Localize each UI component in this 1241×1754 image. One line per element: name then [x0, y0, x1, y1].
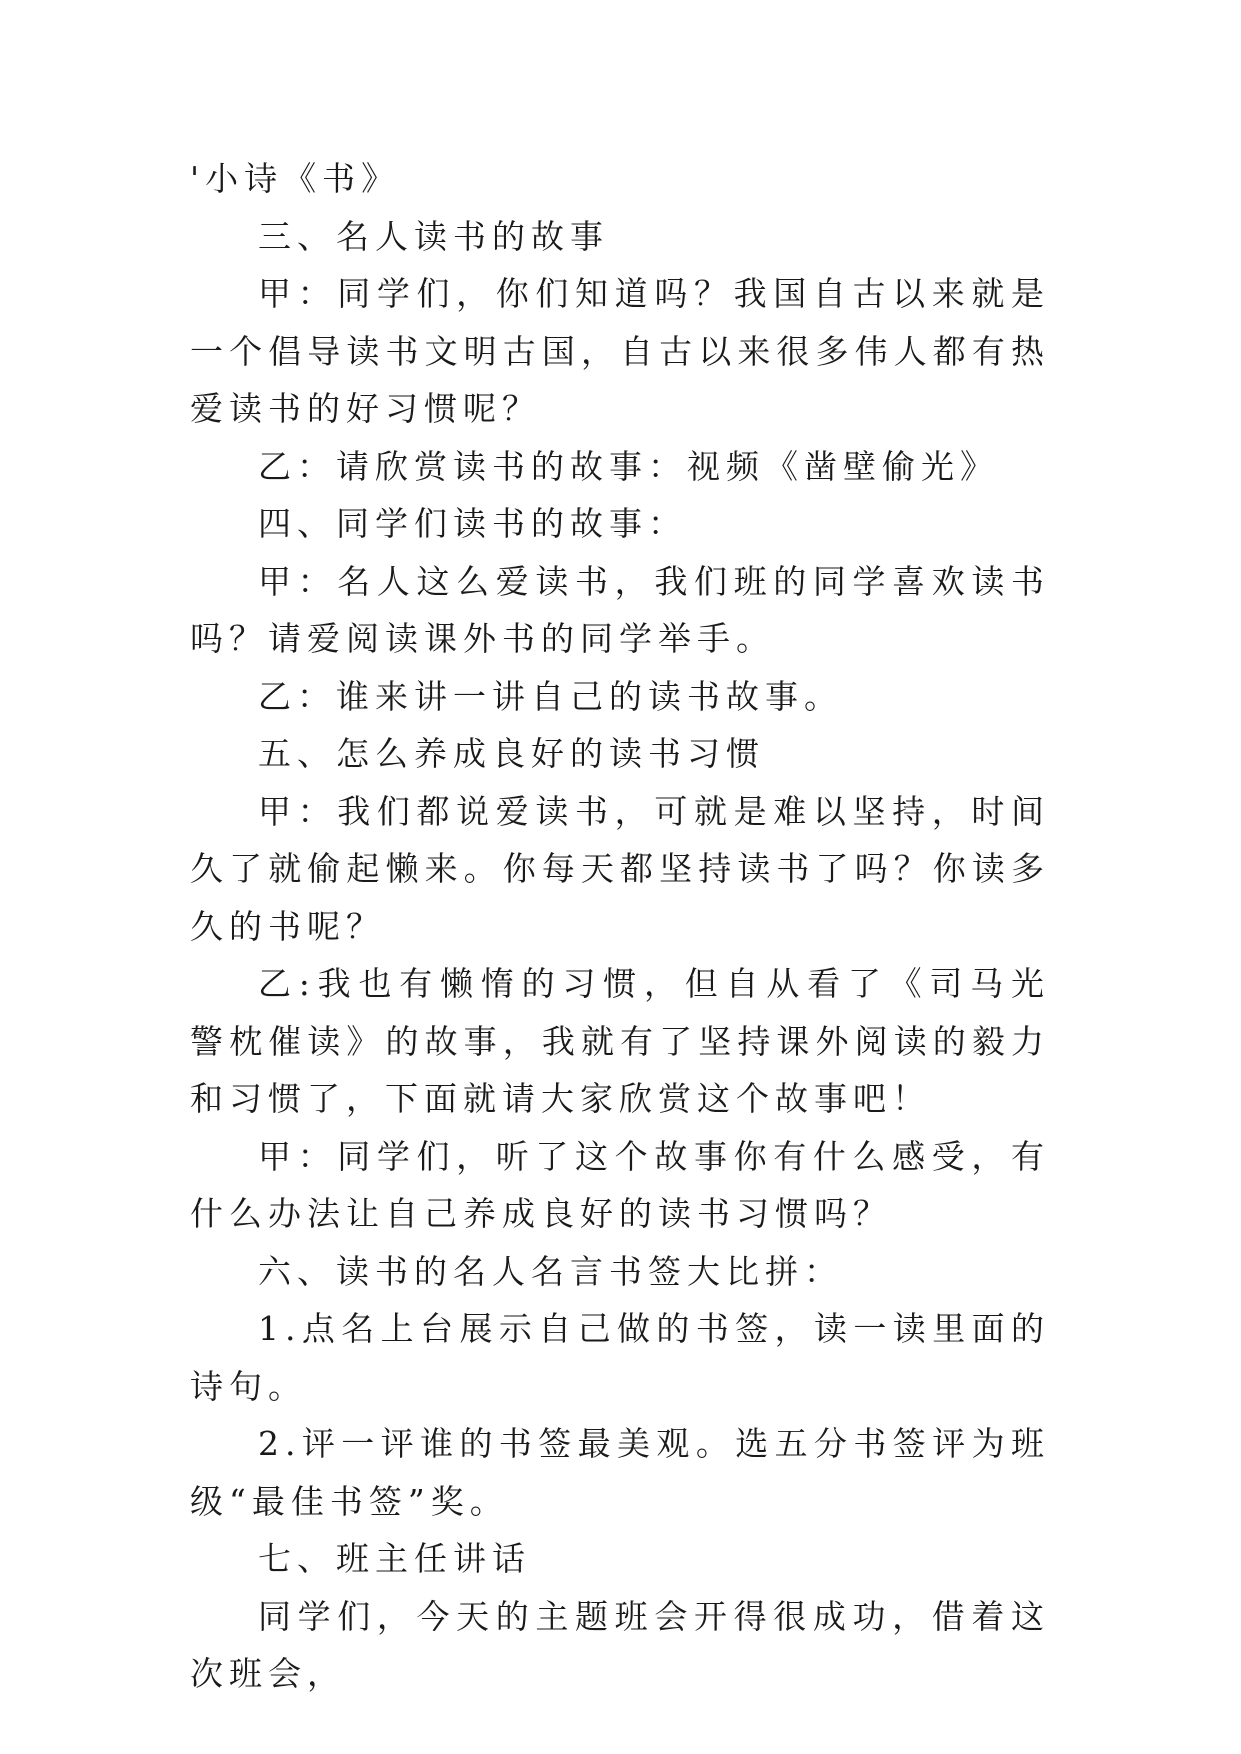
paragraph-jia-2: 甲：名人这么爱读书，我们班的同学喜欢读书吗？请爱阅读课外书的同学举手。: [190, 561, 1050, 658]
paragraph-section-4-heading: 四、同学们读书的故事：: [258, 504, 687, 543]
paragraph-item-2: 2.评一评谁的书签最美观。选五分书签评为班级“最佳书签”奖。: [190, 1424, 1050, 1521]
paragraph-section-5-heading: 五、怎么养成良好的读书习惯: [258, 734, 765, 773]
paragraph-poem-title: '小诗《书》: [190, 159, 401, 198]
paragraph-section-7-heading: 七、班主任讲话: [258, 1539, 531, 1578]
paragraph-section-6-heading: 六、读书的名人名言书签大比拼：: [258, 1251, 843, 1291]
paragraph-section-3-heading: 三、名人读书的故事: [258, 216, 609, 256]
paragraph-jia-3: 甲：我们都说爱读书，可就是难以坚持，时间久了就偷起懒来。你每天都坚持读书了吗？你读多久的书呢？: [190, 791, 1050, 946]
paragraph-jia-4: 甲：同学们，听了这个故事你有什么感受，有什么办法让自己养成良好的读书习惯吗？: [190, 1136, 1050, 1233]
paragraph-teacher-speech: 同学们，今天的主题班会开得很成功，借着这次班会，: [190, 1596, 1050, 1693]
paragraph-jia-1: 甲：同学们，你们知道吗？我国自古以来就是一个倡导读书文明古国，自古以来很多伟人都有热爱读书的好习惯呢？: [190, 274, 1050, 428]
paragraph-item-1: 1.点名上台展示自己做的书签，读一读里面的诗句。: [190, 1309, 1050, 1406]
paragraph-yi-2: 乙：谁来讲一讲自己的读书故事。: [258, 676, 843, 716]
document-page: [190, 150, 1050, 1703]
paragraph-yi-3: 乙:我也有懒惰的习惯，但自从看了《司马光警枕催读》的故事，我就有了坚持课外阅读的毅力和习惯了，下面就请大家欣赏这个故事吧！: [190, 964, 1050, 1118]
paragraph-yi-1: 乙：请欣赏读书的故事：视频《凿壁偷光》: [258, 446, 999, 486]
